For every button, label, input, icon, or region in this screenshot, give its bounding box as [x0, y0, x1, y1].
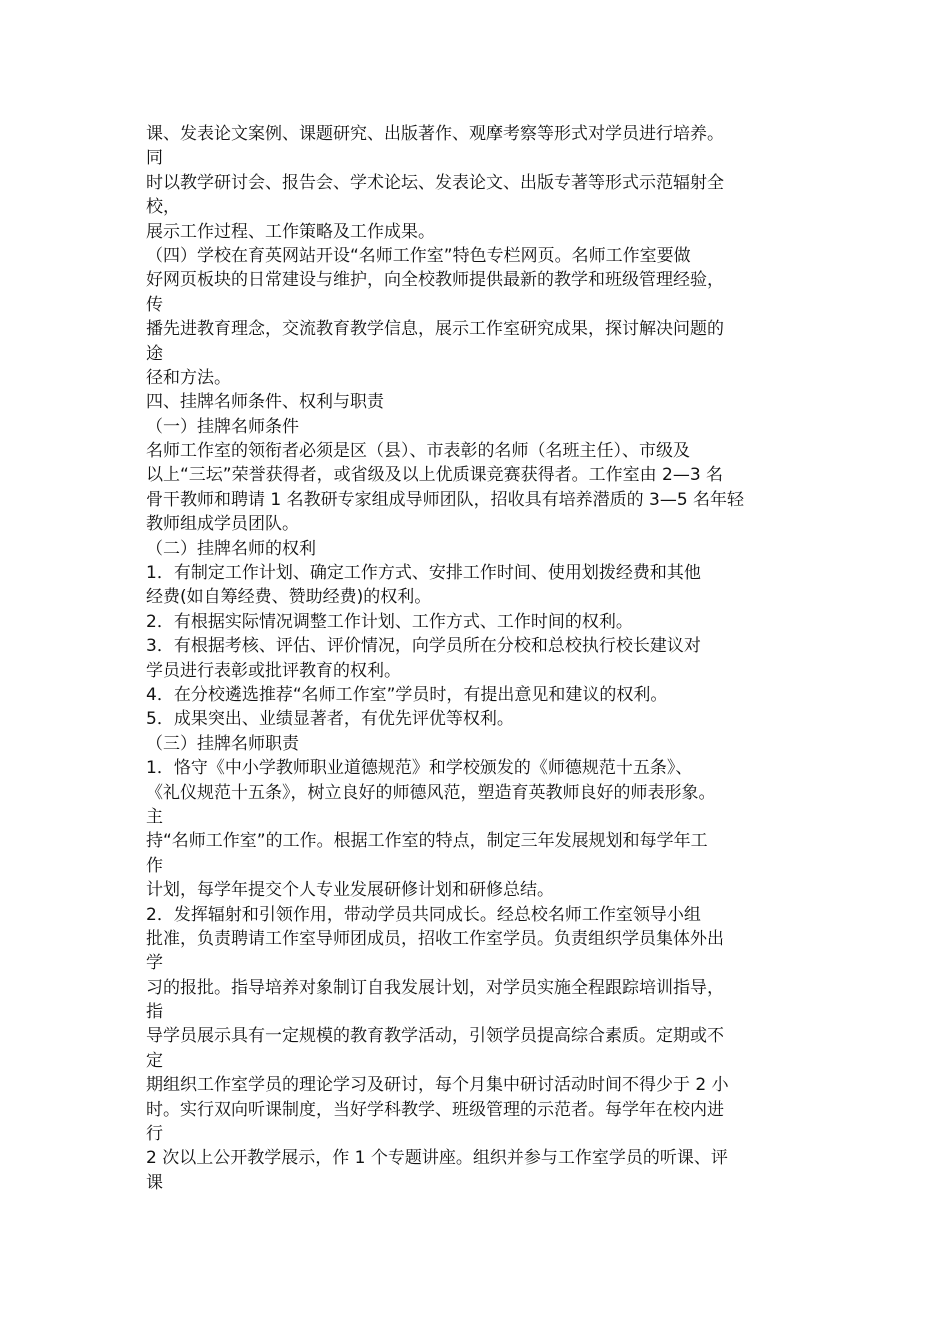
list-item: 5．成果突出、业绩显著者，有优先评优等权利。 [146, 709, 514, 730]
text-line: 批准，负责聘请工作室导师团成员，招收工作室学员。负责组织学员集体外出 [146, 928, 724, 949]
text-line: 展示工作过程、工作策略及工作成果。 [146, 221, 435, 242]
list-item: 1．有制定工作计划、确定工作方式、安排工作时间、使用划拨经费和其他 [146, 563, 701, 584]
list-item: 3．有根据考核、评估、评价情况，向学员所在分校和总校执行校长建议对 [146, 636, 701, 657]
text-line: 作 [146, 855, 163, 876]
text-line: 教师组成学员团队。 [146, 514, 299, 535]
text-line: 导学员展示具有一定规模的教育教学活动，引领学员提高综合素质。定期或不 [146, 1026, 724, 1047]
text-line: 时。实行双向听课制度，当好学科教学、班级管理的示范者。每学年在校内进 [146, 1099, 724, 1120]
text-line: 途 [146, 343, 163, 364]
text-line: 经费(如自筹经费、赞助经费)的权利。 [146, 587, 432, 608]
section-heading: （四）学校在育英网站开设“名师工作室”特色专栏网页。名师工作室要做 [146, 245, 691, 266]
list-item: 2．发挥辐射和引领作用，带动学员共同成长。经总校名师工作室领导小组 [146, 904, 701, 925]
text-line: 径和方法。 [146, 367, 231, 388]
text-line: 指 [146, 1002, 163, 1023]
section-heading: （一）挂牌名师条件 [146, 416, 299, 437]
text-line: 2 次以上公开教学展示，作 1 个专题讲座。组织并参与工作室学员的听课、评 [146, 1148, 728, 1169]
document-body [146, 122, 806, 1195]
text-line: 校， [146, 197, 180, 218]
text-line: 同 [146, 148, 163, 169]
text-line: 计划，每学年提交个人专业发展研修计划和研修总结。 [146, 880, 554, 901]
text-line: 骨干教师和聘请 1 名教研专家组成导师团队，招收具有培养潜质的 3—5 名年轻 [146, 489, 745, 510]
list-item: 4．在分校遴选推荐“名师工作室”学员时，有提出意见和建议的权利。 [146, 684, 668, 705]
section-heading: （三）挂牌名师职责 [146, 733, 299, 754]
text-line: 《礼仪规范十五条》，树立良好的师德风范，塑造育英教师良好的师表形象。 [146, 782, 716, 803]
list-item: 1．恪守《中小学教师职业道德规范》和学校颁发的《师德规范十五条》、 [146, 758, 693, 779]
text-line: 定 [146, 1050, 163, 1071]
text-line: 习的报批。指导培养对象制订自我发展计划，对学员实施全程跟踪培训指导， [146, 977, 724, 998]
text-line: 期组织工作室学员的理论学习及研讨，每个月集中研讨活动时间不得少于 2 小 [146, 1075, 729, 1096]
text-line: 课 [146, 1172, 163, 1193]
text-line: 名师工作室的领衔者必须是区（县）、市表彰的名师（名班主任）、市级及 [146, 441, 690, 462]
list-item: 2．有根据实际情况调整工作计划、工作方式、工作时间的权利。 [146, 611, 633, 632]
text-line: 学员进行表彰或批评教育的权利。 [146, 660, 401, 681]
text-line: 行 [146, 1124, 163, 1145]
text-line: 课、发表论文案例、课题研究、出版著作、观摩考察等形式对学员进行培养。 [146, 124, 724, 144]
text-line: 好网页板块的日常建设与维护，向全校教师提供最新的教学和班级管理经验， [146, 270, 724, 291]
section-heading: （二）挂牌名师的权利 [146, 538, 316, 559]
text-line: 播先进教育理念，交流教育教学信息，展示工作室研究成果，探讨解决问题的 [146, 319, 724, 340]
text-line: 学 [146, 953, 163, 974]
text-line: 传 [146, 294, 163, 315]
text-line: 主 [146, 806, 163, 827]
text-line: 时以教学研讨会、报告会、学术论坛、发表论文、出版专著等形式示范辐射全 [146, 172, 724, 193]
text-line: 以上“三坛”荣誉获得者，或省级及以上优质课竞赛获得者。工作室由 2—3 名 [146, 465, 724, 486]
text-line: 持“名师工作室”的工作。根据工作室的特点，制定三年发展规划和每学年工 [146, 831, 708, 852]
chapter-heading: 四、挂牌名师条件、权利与职责 [146, 392, 384, 413]
